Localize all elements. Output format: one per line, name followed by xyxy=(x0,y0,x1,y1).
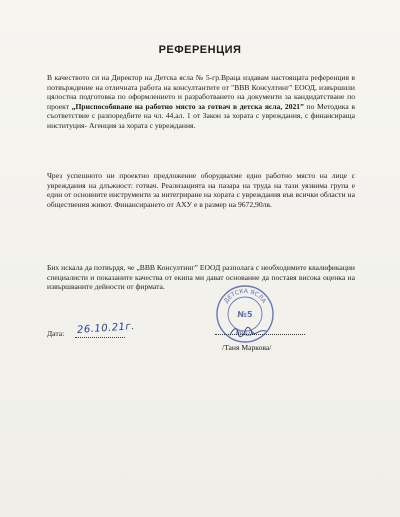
signature-icon xyxy=(228,325,268,339)
stamp-center: №5 xyxy=(237,310,253,319)
stamp-ring-top: ДЕТСКА ЯСЛА xyxy=(222,287,268,305)
paragraph-intro xyxy=(47,73,355,131)
paragraph-intro-tail: по Методика в съответствие с разпоредбите на чл. 44,ал. 1 от Закон за хората с увреждания, с финансираща институция- Агенция за хората с увреждания. xyxy=(47,101,355,130)
paragraph-confirmation: Бих искала да потвърдя, че „ВВВ Консултинг” ЕООД разполага с необходимите квалификации специалисти и показаните качества от екипа ми дават основание да поставя висока оценка на извършваните дейности от фирмата. xyxy=(47,263,355,292)
project-name: „Приспособяване на работно място за готвач в детска ясла, 2021” xyxy=(71,101,304,111)
paragraph-intro-text: В качеството си на Директор на Детска ясла № 5-гр.Враца издавам настоящата референция в потвърждение на отличната работа на консултантите от "ВВВ Консултинг" ЕООД, извършили цялостна подготовка по оформлението и разработването на документи за кандидатстване по проект xyxy=(47,73,355,111)
paragraph-project-result: Чрез успешното ни проектно предложение оборудвахме едно работно място на лице с увреждания на длъжност: готвач. Реализацията на пазара на труда на тази уязвима група е един от основните инструменти за интегриране на хората с увреждания във всички области на обществения живот. Финансирането от АХУ е в размер на 9672,90лв. xyxy=(47,171,355,209)
date-row xyxy=(47,320,355,345)
document-title: РЕФЕРЕНЦИЯ xyxy=(158,44,242,56)
signer-name: /Таня Маркова/ xyxy=(222,343,272,352)
date-line xyxy=(75,337,125,338)
handwritten-date: 26.10.21г. xyxy=(76,320,136,337)
stamp-ring-bottom: ВРАЦА xyxy=(234,328,256,339)
date-label: Дата: xyxy=(47,329,65,338)
signature-line xyxy=(215,334,305,335)
